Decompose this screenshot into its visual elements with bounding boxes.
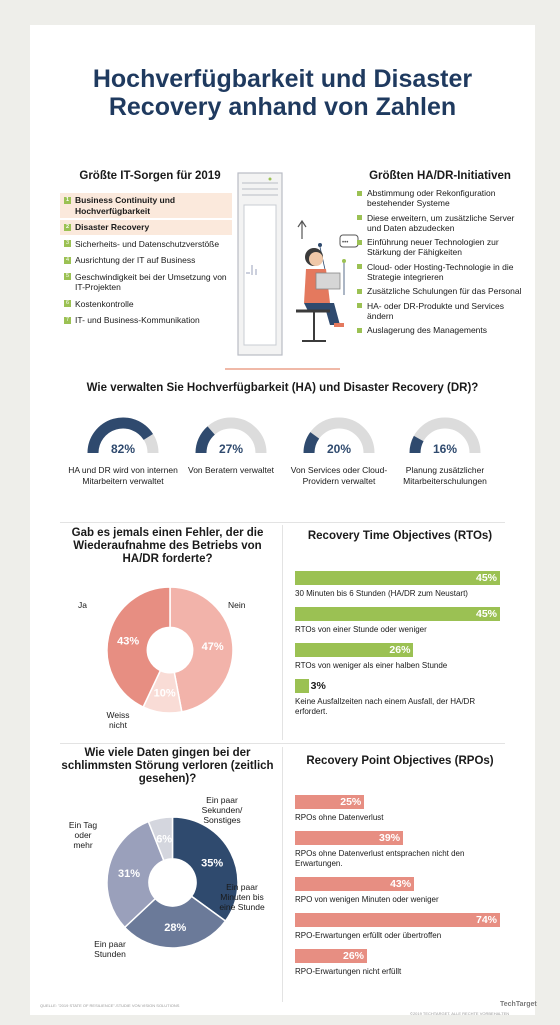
- gauge-chart: [405, 415, 485, 457]
- pie2-title: Wie viele Daten gingen bei der schlimmsten Störung verloren (zeitlich gesehen)?: [61, 747, 274, 785]
- divider: [60, 743, 505, 744]
- bar-item: [295, 679, 505, 717]
- bar-item: [295, 913, 505, 941]
- initiatives-heading: Größten HA/DR-Initiativen: [355, 170, 525, 182]
- pie-label: Ja: [78, 600, 87, 610]
- bar-label: Keine Ausfallzeiten nach einem Ausfall, der HA/DR erfordert.: [295, 697, 476, 716]
- gauge-chart: [299, 415, 379, 457]
- bar-label: RTOs von weniger als einer halben Stunde: [295, 661, 448, 670]
- bar-item: [295, 795, 505, 823]
- list-item: 5 Geschwindigkeit bei der Umsetzung von IT-Projekten: [65, 271, 227, 292]
- worries-heading: Größte IT-Sorgen für 2019: [70, 170, 230, 182]
- gauge-item: [176, 415, 286, 476]
- pie-value: 35%: [201, 857, 224, 870]
- list-item: 6 Kostenkontrolle: [65, 298, 134, 309]
- techtarget-logo: TechTarget: [500, 1001, 537, 1008]
- initiatives-list: [357, 188, 527, 340]
- infographic-page: [30, 25, 535, 1015]
- gauge-label: Von Beratern verwaltet: [188, 465, 274, 475]
- pie-label: Ein Tag oder mehr: [68, 820, 98, 850]
- bar-value: 26%: [343, 950, 365, 962]
- gauge-fill: [415, 439, 419, 453]
- list-item: 2 Disaster Recovery: [60, 220, 232, 235]
- gauge-item: [284, 415, 394, 486]
- pie-value: 28%: [164, 921, 187, 934]
- rpo-bar-chart: [295, 795, 505, 985]
- gauge-chart: [191, 415, 271, 457]
- bar-value: 74%: [475, 914, 497, 926]
- divider: [60, 522, 505, 523]
- bar-value: 39%: [379, 832, 401, 844]
- bar-value: 45%: [475, 608, 497, 620]
- pie-value: 47%: [201, 640, 224, 653]
- bullet-square-icon: [357, 328, 362, 333]
- pie-value: 6%: [156, 833, 173, 846]
- bullet-square-icon: [357, 264, 362, 269]
- pie-value: 43%: [117, 635, 140, 648]
- bullet-square-icon: [357, 303, 362, 308]
- pie-label: Weiss nicht: [106, 710, 130, 730]
- bar-item: [295, 877, 505, 905]
- pie-chart: [105, 585, 235, 715]
- divider: [282, 525, 283, 740]
- bullet-square-icon: [357, 289, 362, 294]
- list-item: HA- oder DR-Produkte und Services ändern: [357, 301, 527, 321]
- list-item: Auslagerung des Managements: [357, 325, 527, 335]
- gauge-chart: [83, 415, 163, 457]
- bar-value: 43%: [390, 878, 412, 890]
- gauge-label: Planung zusätzlicher Mitarbeiterschulungen: [403, 465, 487, 486]
- bar-item: [295, 949, 505, 977]
- bar-value: 3%: [310, 680, 326, 692]
- bar-item: [295, 643, 505, 671]
- bar-value: 45%: [475, 572, 497, 584]
- pie1-title: Gab es jemals einen Fehler, der die Wiederaufnahme des Betriebs von HA/DR forderte?: [71, 527, 264, 565]
- gauge-fill: [201, 430, 211, 453]
- pie-value: 10%: [153, 687, 176, 700]
- rto-bar-chart: [295, 571, 505, 725]
- gauge-value: 20%: [326, 442, 352, 456]
- bar-label: RPO-Erwartungen erfüllt oder übertroffen: [295, 931, 442, 940]
- rto-title: Recovery Time Objectives (RTOs): [307, 530, 493, 542]
- gauge-value: 27%: [218, 442, 244, 456]
- bullet-square-icon: [357, 191, 362, 196]
- bullet-square-icon: [357, 240, 362, 245]
- gauge-item: [68, 415, 178, 486]
- list-item: Cloud- oder Hosting-Technologie in die Strategie integrieren: [357, 262, 527, 282]
- bar-item: [295, 571, 505, 599]
- page-title: Hochverfügbarkeit und Disaster Recovery anhand von Zahlen: [92, 65, 473, 121]
- list-item: Abstimmung oder Rekonfiguration bestehender Systeme: [357, 188, 527, 208]
- bar-label: RPO von wenigen Minuten oder weniger: [295, 895, 439, 904]
- rpo-title: Recovery Point Objectives (RPOs): [306, 755, 494, 767]
- list-item: Diese erweitern, um zusätzliche Server und Daten abzudecken: [357, 213, 527, 233]
- gauge-section-title: Wie verwalten Sie Hochverfügbarkeit (HA) und Disaster Recovery (DR)?: [86, 382, 479, 394]
- list-item: Einführung neuer Technologien zur Stärkung der Fähigkeiten: [357, 237, 527, 257]
- list-item: 1 Business Continuity und Hochverfügbarkeit: [60, 193, 232, 218]
- list-item: 7 IT- und Business-Kommunikation: [65, 315, 200, 325]
- bar-label: RTOs von einer Stunde oder weniger: [295, 625, 427, 634]
- list-item: 3 Sicherheits- und Datenschutzverstöße: [65, 238, 220, 249]
- gauge-label: HA und DR wird von internen Mitarbeitern verwaltet: [68, 465, 178, 486]
- gauge-fill: [309, 435, 315, 453]
- bar-item: [295, 831, 505, 869]
- gauge-label: Von Services oder Cloud-Providern verwaltet: [290, 465, 388, 486]
- bar-label: RPOs ohne Datenverlust entsprachen nicht den Erwartungen.: [295, 849, 465, 868]
- bar-value: 25%: [340, 796, 362, 808]
- footer-source: QUELLE: "2019 STATE OF RESILIENCE"-STUDIE VON VISION SOLUTIONS: [40, 1003, 180, 1008]
- pie-label: Ein paar Stunden: [94, 939, 126, 959]
- worries-list: [60, 193, 232, 330]
- pie-label: Ein paar Sekunden/ Sonstiges: [201, 795, 243, 825]
- accent-line: [225, 368, 340, 370]
- bar-item: [295, 607, 505, 635]
- bar-label: RPOs ohne Datenverlust: [295, 813, 384, 822]
- bar-label: 30 Minuten bis 6 Stunden (HA/DR zum Neustart): [295, 589, 468, 598]
- list-item: Zusätzliche Schulungen für das Personal: [357, 286, 527, 296]
- pie-label: Ein paar Minuten bis eine Stunde: [219, 882, 265, 912]
- bar-label: RPO-Erwartungen nicht erfüllt: [295, 967, 402, 976]
- gauge-value: 16%: [432, 442, 458, 456]
- pie-label: Nein: [228, 600, 246, 610]
- svg-text:•••: •••: [342, 240, 349, 246]
- gauge-value: 82%: [110, 442, 136, 456]
- footer-copyright: ©2019 TECHTARGET. ALLE RECHTE VORBEHALTEN: [410, 1011, 510, 1016]
- list-item: 4 Ausrichtung der IT auf Business: [65, 255, 196, 265]
- divider: [282, 747, 283, 1002]
- bar-value: 26%: [389, 644, 411, 656]
- pie-value: 31%: [118, 867, 141, 880]
- server-person-illustration: [230, 165, 360, 365]
- gauge-item: [390, 415, 500, 486]
- bullet-square-icon: [357, 215, 362, 220]
